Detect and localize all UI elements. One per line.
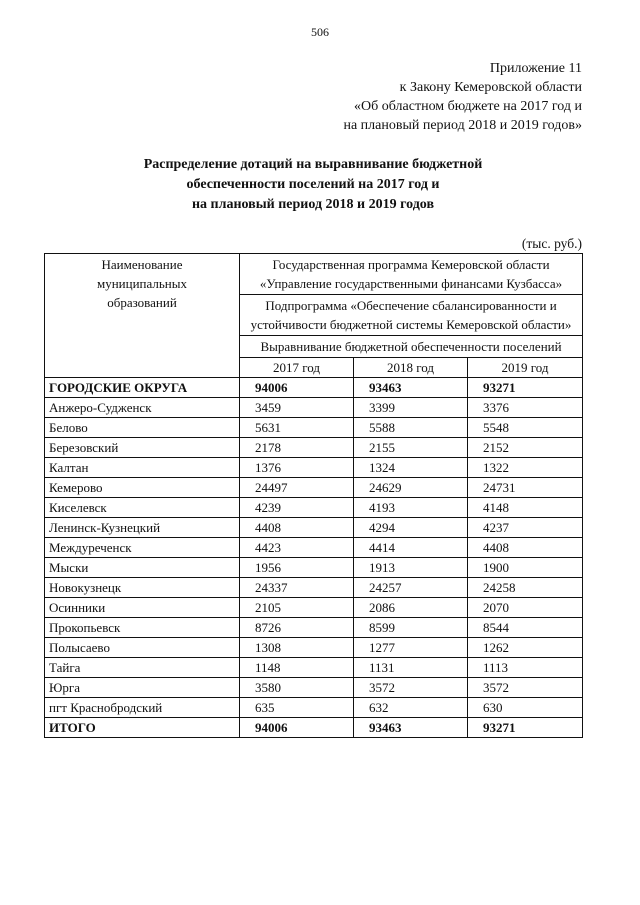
column-header-municipality: Наименование муниципальных образований bbox=[45, 254, 240, 378]
value-2018-cell: 632 bbox=[354, 698, 468, 718]
annex-line: Приложение 11 bbox=[489, 61, 582, 76]
municipality-cell: пгт Краснобродский bbox=[45, 698, 240, 718]
title-line: на плановый период 2018 и 2019 годов bbox=[191, 197, 435, 212]
table-row bbox=[45, 578, 583, 598]
table-row bbox=[45, 618, 583, 638]
municipality-cell: Прокопьевск bbox=[45, 618, 240, 638]
value-2018-cell: 2155 bbox=[354, 438, 468, 458]
value-2018-cell: 1277 bbox=[354, 638, 468, 658]
value-2017-cell: 8726 bbox=[240, 618, 354, 638]
table-row bbox=[45, 718, 583, 738]
value-2018-cell: 4414 bbox=[354, 538, 468, 558]
value-2017-cell: 1308 bbox=[240, 638, 354, 658]
table-row bbox=[45, 558, 583, 578]
column-header-year-2018: 2018 год bbox=[354, 358, 468, 378]
municipality-cell: Мыски bbox=[45, 558, 240, 578]
municipality-cell: Полысаево bbox=[45, 638, 240, 658]
annex-line: на плановый период 2018 и 2019 годов» bbox=[343, 118, 582, 133]
value-2018-cell: 24629 bbox=[354, 478, 468, 498]
document-title bbox=[0, 155, 626, 215]
value-2018-cell: 4193 bbox=[354, 498, 468, 518]
value-2018-cell: 1913 bbox=[354, 558, 468, 578]
column-header-program: Государственная программа Кемеровской области «Управление государственными финансами Кузбасса» bbox=[240, 254, 583, 295]
page-number: 506 bbox=[311, 25, 329, 39]
value-2019-cell: 1113 bbox=[468, 658, 583, 678]
value-2017-cell: 2178 bbox=[240, 438, 354, 458]
municipality-cell: ГОРОДСКИЕ ОКРУГА bbox=[45, 378, 240, 398]
value-2017-cell: 94006 bbox=[240, 718, 354, 738]
table-row bbox=[45, 498, 583, 518]
column-header-measure: Выравнивание бюджетной обеспеченности поселений bbox=[240, 336, 583, 358]
value-2017-cell: 4408 bbox=[240, 518, 354, 538]
table-row bbox=[45, 398, 583, 418]
municipality-cell: Междуреченск bbox=[45, 538, 240, 558]
value-2017-cell: 2105 bbox=[240, 598, 354, 618]
value-2017-cell: 24337 bbox=[240, 578, 354, 598]
municipality-cell: Осинники bbox=[45, 598, 240, 618]
value-2019-cell: 1322 bbox=[468, 458, 583, 478]
value-2017-cell: 3580 bbox=[240, 678, 354, 698]
value-2017-cell: 3459 bbox=[240, 398, 354, 418]
table-row bbox=[45, 698, 583, 718]
municipality-cell: Тайга bbox=[45, 658, 240, 678]
value-2017-cell: 24497 bbox=[240, 478, 354, 498]
value-2018-cell: 8599 bbox=[354, 618, 468, 638]
value-2017-cell: 1148 bbox=[240, 658, 354, 678]
column-header-year-2017: 2017 год bbox=[240, 358, 354, 378]
municipality-cell: Новокузнецк bbox=[45, 578, 240, 598]
municipality-cell: Кемерово bbox=[45, 478, 240, 498]
municipality-cell: Анжеро-Судженск bbox=[45, 398, 240, 418]
table-body bbox=[45, 378, 583, 738]
annex-reference bbox=[343, 59, 582, 135]
value-2018-cell: 2086 bbox=[354, 598, 468, 618]
value-2017-cell: 5631 bbox=[240, 418, 354, 438]
value-2019-cell: 93271 bbox=[468, 718, 583, 738]
value-2018-cell: 3572 bbox=[354, 678, 468, 698]
subsidy-table bbox=[44, 253, 583, 738]
municipality-cell: ИТОГО bbox=[45, 718, 240, 738]
value-2019-cell: 4148 bbox=[468, 498, 583, 518]
table-row bbox=[45, 538, 583, 558]
value-2017-cell: 94006 bbox=[240, 378, 354, 398]
value-2019-cell: 93271 bbox=[468, 378, 583, 398]
table-row bbox=[45, 458, 583, 478]
table-row bbox=[45, 658, 583, 678]
value-2019-cell: 24731 bbox=[468, 478, 583, 498]
value-2018-cell: 93463 bbox=[354, 718, 468, 738]
value-2019-cell: 1900 bbox=[468, 558, 583, 578]
column-header-year-2019: 2019 год bbox=[468, 358, 583, 378]
value-2019-cell: 4237 bbox=[468, 518, 583, 538]
table-row bbox=[45, 598, 583, 618]
value-2017-cell: 4423 bbox=[240, 538, 354, 558]
value-2018-cell: 3399 bbox=[354, 398, 468, 418]
column-header-subprogram: Подпрограмма «Обеспечение сбалансированности и устойчивости бюджетной системы Кемеровской области» bbox=[240, 295, 583, 336]
value-2019-cell: 8544 bbox=[468, 618, 583, 638]
value-2019-cell: 3572 bbox=[468, 678, 583, 698]
municipality-cell: Юрга bbox=[45, 678, 240, 698]
unit-label: (тыс. руб.) bbox=[521, 236, 582, 251]
table-row bbox=[45, 638, 583, 658]
annex-line: «Об областном бюджете на 2017 год и bbox=[354, 99, 582, 114]
value-2018-cell: 93463 bbox=[354, 378, 468, 398]
value-2019-cell: 630 bbox=[468, 698, 583, 718]
table-row bbox=[45, 478, 583, 498]
value-2017-cell: 1376 bbox=[240, 458, 354, 478]
value-2019-cell: 2152 bbox=[468, 438, 583, 458]
municipality-cell: Ленинск-Кузнецкий bbox=[45, 518, 240, 538]
value-2018-cell: 1131 bbox=[354, 658, 468, 678]
title-line: Распределение дотаций на выравнивание бюджетной bbox=[143, 157, 483, 172]
value-2018-cell: 24257 bbox=[354, 578, 468, 598]
value-2019-cell: 24258 bbox=[468, 578, 583, 598]
value-2019-cell: 1262 bbox=[468, 638, 583, 658]
municipality-cell: Белово bbox=[45, 418, 240, 438]
value-2017-cell: 4239 bbox=[240, 498, 354, 518]
value-2019-cell: 2070 bbox=[468, 598, 583, 618]
table-row bbox=[45, 518, 583, 538]
municipality-cell: Калтан bbox=[45, 458, 240, 478]
value-2017-cell: 1956 bbox=[240, 558, 354, 578]
value-2019-cell: 3376 bbox=[468, 398, 583, 418]
value-2018-cell: 5588 bbox=[354, 418, 468, 438]
value-2017-cell: 635 bbox=[240, 698, 354, 718]
table-row bbox=[45, 378, 583, 398]
table-row bbox=[45, 418, 583, 438]
municipality-cell: Киселевск bbox=[45, 498, 240, 518]
value-2018-cell: 4294 bbox=[354, 518, 468, 538]
annex-line: к Закону Кемеровской области bbox=[399, 80, 582, 95]
table-row bbox=[45, 678, 583, 698]
value-2019-cell: 5548 bbox=[468, 418, 583, 438]
title-line: обеспеченности поселений на 2017 год и bbox=[186, 177, 440, 192]
municipality-cell: Березовский bbox=[45, 438, 240, 458]
value-2018-cell: 1324 bbox=[354, 458, 468, 478]
value-2019-cell: 4408 bbox=[468, 538, 583, 558]
table-row bbox=[45, 438, 583, 458]
